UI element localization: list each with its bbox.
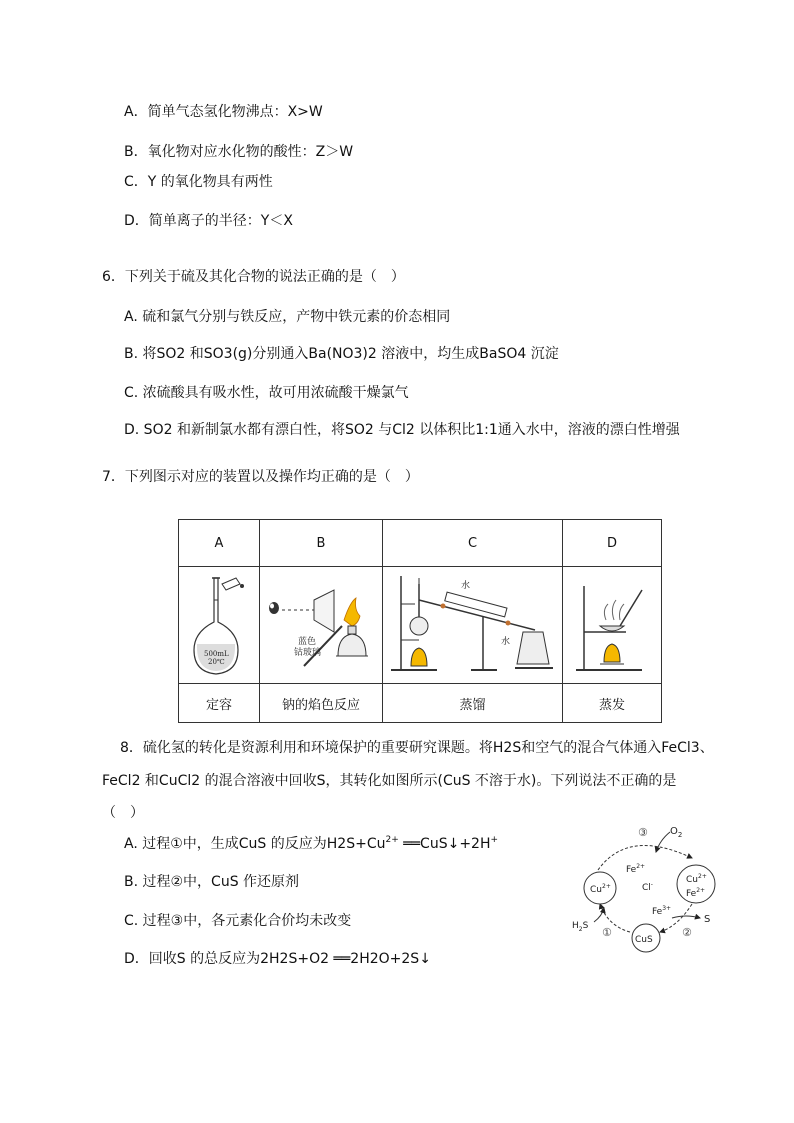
q8-option-c: C. 过程③中，各元素化合价均未改变 xyxy=(124,913,352,929)
flask-volume-label: 500mL xyxy=(204,650,229,658)
cobalt-glass-label-2: 钴玻璃 xyxy=(293,648,321,658)
table-header-a: A xyxy=(179,520,260,567)
q8-option-a xyxy=(124,835,498,853)
water-out-label: 水 xyxy=(501,637,511,647)
cell-flame-test xyxy=(260,567,383,684)
table-header-c: C xyxy=(383,520,563,567)
caption-c: 蒸馏 xyxy=(383,684,563,723)
distillation-illustration xyxy=(385,570,560,680)
right-cu2-label: $Cu^{2+}$ xyxy=(686,873,707,885)
h2s-label: $H_2S$ xyxy=(572,921,589,933)
q7-stem: 7．下列图示对应的装置以及操作均正确的是（ ） xyxy=(102,469,419,485)
q6-stem: 6．下列关于硫及其化合物的说法正确的是（ ） xyxy=(102,269,405,285)
cell-evaporation xyxy=(563,567,662,684)
q5-option-d: D．简单离子的半径：Y＜X xyxy=(124,213,293,229)
q8-option-a-text-2: ══CuS↓+2H xyxy=(398,836,491,852)
s-label: S xyxy=(704,914,711,925)
step-2-label: ② xyxy=(682,926,692,939)
q5-option-c: C．Y 的氧化物具有两性 xyxy=(124,174,273,190)
q6-option-c: C. 浓硫酸具有吸水性，故可用浓硫酸干燥氯气 xyxy=(124,385,409,401)
q8-stem-line1: 8．硫化氢的转化是资源利用和环境保护的重要研究课题。将H2S和空气的混合气体通入FeCl3、 xyxy=(120,740,714,756)
flask-temp-label: 20℃ xyxy=(208,658,225,666)
fe2-center-label: $Fe^{2+}$ xyxy=(626,863,646,875)
cus-label: CuS xyxy=(635,935,653,945)
q8-stem-line3: （ ） xyxy=(102,805,144,821)
q8-option-a-charge: 2+ xyxy=(385,835,399,845)
q8-option-a-charge-2: + xyxy=(490,835,499,845)
caption-b: 钠的焰色反应 xyxy=(260,684,383,723)
volumetric-flask-illustration xyxy=(184,570,254,680)
table-header-d: D xyxy=(563,520,662,567)
evaporation-illustration xyxy=(570,570,655,680)
q5-option-a: A．简单气态氢化物沸点：X>W xyxy=(124,104,323,120)
q8-option-d: D．回收S 的总反应为2H2S+O2 ══2H2O+2S↓ xyxy=(124,951,431,967)
cl-label: Cl- xyxy=(642,881,653,893)
table-header-b: B xyxy=(260,520,383,567)
apparatus-table xyxy=(178,519,662,723)
cobalt-glass-label-1: 蓝色 xyxy=(297,637,316,647)
flame-test-illustration xyxy=(264,570,379,680)
q6-option-d: D. SO2 和新制氯水都有漂白性，将SO2 与Cl2 以体积比1:1通入水中，溶液的漂白性增强 xyxy=(124,422,680,438)
q8-option-a-text: A. 过程①中，生成CuS 的反应为H2S+Cu xyxy=(124,836,386,852)
fe3-label: $Fe^{3+}$ xyxy=(652,905,672,917)
q6-option-a: A. 硫和氯气分别与铁反应，产物中铁元素的价态相同 xyxy=(124,309,451,325)
o2-label: $O_2$ xyxy=(670,826,683,839)
h2s-conversion-cycle-diagram xyxy=(568,818,726,960)
q5-option-b: B．氧化物对应水化物的酸性：Z＞W xyxy=(124,144,354,160)
cell-flask xyxy=(179,567,260,684)
step-3-label: ③ xyxy=(638,826,648,839)
caption-d: 蒸发 xyxy=(563,684,662,723)
caption-a: 定容 xyxy=(179,684,260,723)
right-fe2-label: $Fe^{2+}$ xyxy=(686,887,706,899)
cell-distillation xyxy=(383,567,563,684)
q6-option-b: B. 将SO2 和SO3(g)分别通入Ba(NO3)2 溶液中，均生成BaSO4 沉淀 xyxy=(124,346,559,362)
cu2-label: $Cu^{2+}$ xyxy=(590,883,611,895)
step-1-label: ① xyxy=(602,926,612,939)
q8-stem-line2: FeCl2 和CuCl2 的混合溶液中回收S，其转化如图所示(CuS 不溶于水)。下列说法不正确的是 xyxy=(102,773,677,789)
q8-option-b: B. 过程②中，CuS 作还原剂 xyxy=(124,874,300,890)
water-in-label: 水 xyxy=(461,581,471,591)
